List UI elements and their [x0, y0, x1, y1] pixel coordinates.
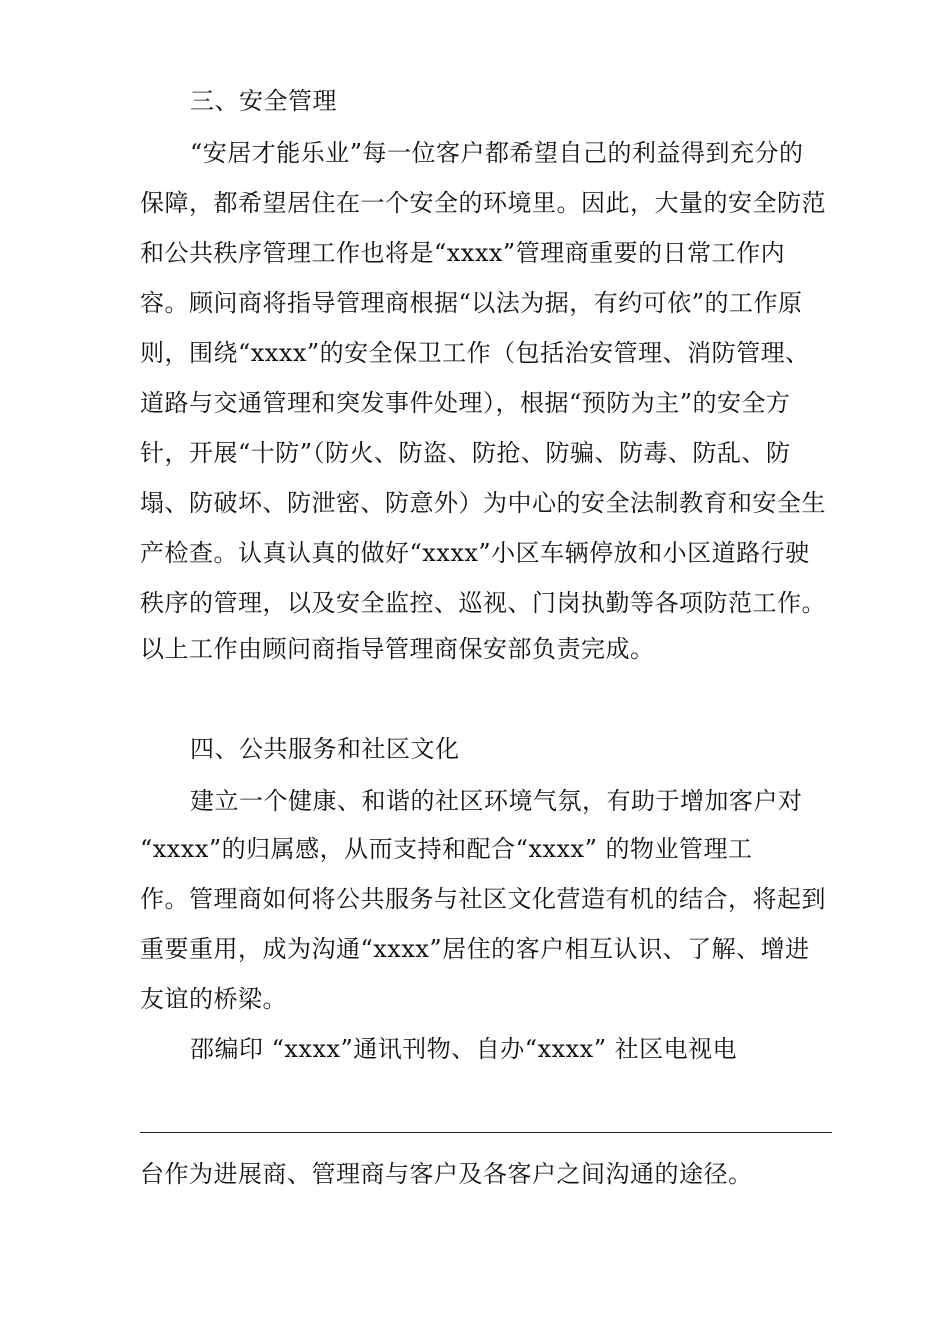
paragraph-line: 容。顾问商将指导管理商根据“以法为据，有约可依”的工作原: [140, 289, 803, 317]
paragraph-line: 塌、防破坏、防泄密、防意外）为中心的安全法制教育和安全生: [140, 489, 826, 517]
paragraph-line: 保障，都希望居住在一个安全的环境里。因此，大量的安全防范: [140, 189, 826, 217]
section-heading-public-service: 四、公共服务和社区文化: [190, 735, 460, 763]
paragraph-line: 重要重用，成为沟通“xxxx”居住的客户相互认识、了解、增进: [140, 935, 810, 963]
paragraph-line: “安居才能乐业”每一位客户都希望自己的利益得到充分的: [190, 139, 804, 167]
paragraph-line: 和公共秩序管理工作也将是“xxxx”管理商重要的日常工作内: [140, 239, 786, 267]
paragraph-line: 以上工作由顾问商指导管理商保安部负责完成。: [140, 635, 655, 663]
paragraph-line: 产检查。认真认真的做好“xxxx”小区车辆停放和小区道路行驶: [140, 539, 810, 567]
section-heading-safety: 三、安全管理: [190, 87, 337, 115]
paragraph-line: 建立一个健康、和谐的社区环境气氛，有助于增加客户对: [190, 787, 803, 815]
paragraph-line: 则，围绕“xxxx”的安全保卫工作（包括治安管理、消防管理、: [140, 339, 810, 367]
paragraph-line: 邵编印 “xxxx”通讯刊物、自办“xxxx” 社区电视电: [190, 1035, 738, 1063]
paragraph-line: 秩序的管理，以及安全监控、巡视、门岗执勤等各项防范工作。: [140, 589, 826, 617]
paragraph-line: “xxxx”的归属感，从而支持和配合“xxxx” 的物业管理工: [140, 835, 753, 863]
paragraph-line: 道路与交通管理和突发事件处理），根据“预防为主”的安全方: [140, 389, 791, 417]
continuation-line: 台作为进展商、管理商与客户及各客户之间沟通的途径。: [140, 1160, 753, 1188]
paragraph-line: 针，开展“十防”（防火、防盗、防抢、防骗、防毒、防乱、防: [140, 439, 791, 467]
paragraph-line: 友谊的桥梁。: [140, 985, 287, 1013]
page-divider: [140, 1132, 832, 1133]
paragraph-line: 作。管理商如何将公共服务与社区文化营造有机的结合，将起到: [140, 885, 826, 913]
